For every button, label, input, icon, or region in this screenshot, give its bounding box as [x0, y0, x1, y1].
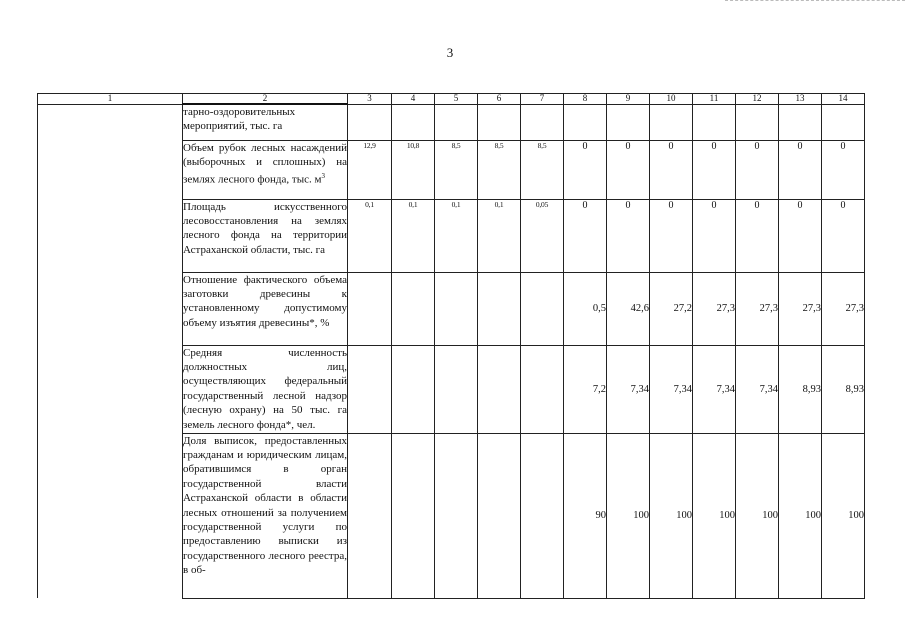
- value-cell: 0,1: [435, 199, 478, 272]
- value-cell: [521, 272, 564, 345]
- value-cell: 8,5: [478, 140, 521, 199]
- value-cell: [348, 104, 392, 140]
- value-cell: [392, 272, 435, 345]
- value-cell: [650, 104, 693, 140]
- value-cell: [348, 433, 392, 598]
- value-cell: 0: [779, 199, 822, 272]
- value-cell: 0: [822, 140, 865, 199]
- row-label: Доля выписок, предоставленных гражданам и юридическим лицам, обратившимся в орган государственной власти Астраханской области в области лесных отношений за получением государственной услуги по предоставлению выписки из государственного лесного реестра, в об-: [183, 433, 348, 598]
- header-cell: 10: [650, 94, 693, 105]
- value-cell: [392, 433, 435, 598]
- value-cell: 0: [650, 199, 693, 272]
- value-cell: 27,2: [650, 272, 693, 345]
- header-cell: 8: [564, 94, 607, 105]
- value-cell: 0,05: [521, 199, 564, 272]
- value-cell: 27,3: [822, 272, 865, 345]
- value-cell: [435, 433, 478, 598]
- value-cell: 90: [564, 433, 607, 598]
- header-cell: 7: [521, 94, 564, 105]
- value-cell: [348, 345, 392, 433]
- value-cell: 0: [693, 199, 736, 272]
- value-cell: 100: [779, 433, 822, 598]
- value-cell: 100: [736, 433, 779, 598]
- value-cell: 0: [736, 140, 779, 199]
- value-cell: [478, 272, 521, 345]
- value-cell: 0: [564, 140, 607, 199]
- value-cell: 100: [607, 433, 650, 598]
- row-label-text: Объем рубок лесных насаждений (выборочных и сплошных) на землях лесного фонда, тыс. м: [183, 141, 347, 186]
- value-cell: 0: [779, 140, 822, 199]
- header-cell: 14: [822, 94, 865, 105]
- value-cell: 0: [564, 199, 607, 272]
- value-cell: 0,1: [478, 199, 521, 272]
- value-cell: [435, 104, 478, 140]
- value-cell: [693, 104, 736, 140]
- value-cell: [521, 433, 564, 598]
- value-cell: 12,9: [348, 140, 392, 199]
- value-cell: [564, 104, 607, 140]
- value-cell: [736, 104, 779, 140]
- section-cell: [38, 104, 183, 598]
- value-cell: [822, 104, 865, 140]
- value-cell: [435, 272, 478, 345]
- table-row: [38, 104, 865, 140]
- header-cell: 4: [392, 94, 435, 105]
- value-cell: 7,34: [607, 345, 650, 433]
- value-cell: [521, 345, 564, 433]
- table-header-row: [38, 94, 865, 105]
- value-cell: 8,5: [521, 140, 564, 199]
- value-cell: 27,3: [693, 272, 736, 345]
- value-cell: 0,1: [348, 199, 392, 272]
- value-cell: 100: [650, 433, 693, 598]
- value-cell: [478, 104, 521, 140]
- row-label: Отношение фактического объема заготовки древесины к установленному допустимому объему изъятия древесины*, %: [183, 272, 348, 345]
- value-cell: [392, 104, 435, 140]
- header-cell: 1: [38, 94, 183, 105]
- row-label: тарно-оздоровительных мероприятий, тыс. га: [183, 104, 348, 140]
- value-cell: [435, 345, 478, 433]
- header-cell: 9: [607, 94, 650, 105]
- header-cell: 6: [478, 94, 521, 105]
- value-cell: 7,34: [693, 345, 736, 433]
- row-label: [183, 140, 348, 199]
- value-cell: 0: [822, 199, 865, 272]
- value-cell: 0: [650, 140, 693, 199]
- value-cell: 0: [736, 199, 779, 272]
- value-cell: [607, 104, 650, 140]
- header-cell: 13: [779, 94, 822, 105]
- value-cell: 8,5: [435, 140, 478, 199]
- value-cell: 7,2: [564, 345, 607, 433]
- value-cell: 42,6: [607, 272, 650, 345]
- indicator-table: [37, 93, 865, 599]
- value-cell: [478, 345, 521, 433]
- value-cell: 7,34: [650, 345, 693, 433]
- page-corner-mark: [725, 0, 905, 3]
- value-cell: [478, 433, 521, 598]
- value-cell: 8,93: [779, 345, 822, 433]
- superscript: 3: [321, 172, 325, 181]
- value-cell: 7,34: [736, 345, 779, 433]
- row-label: Площадь искусственного лесовосстановления на землях лесного фонда на территории Астраханской области, тыс. га: [183, 199, 348, 272]
- value-cell: [521, 104, 564, 140]
- header-cell: 11: [693, 94, 736, 105]
- value-cell: 27,3: [736, 272, 779, 345]
- value-cell: 100: [693, 433, 736, 598]
- value-cell: 10,8: [392, 140, 435, 199]
- value-cell: 0: [607, 140, 650, 199]
- value-cell: [779, 104, 822, 140]
- value-cell: 0,5: [564, 272, 607, 345]
- header-cell: 12: [736, 94, 779, 105]
- header-cell: 3: [348, 94, 392, 105]
- header-cell: 5: [435, 94, 478, 105]
- value-cell: 0: [607, 199, 650, 272]
- value-cell: 8,93: [822, 345, 865, 433]
- header-cell: 2: [183, 94, 348, 105]
- value-cell: 0: [693, 140, 736, 199]
- value-cell: 27,3: [779, 272, 822, 345]
- value-cell: 0,1: [392, 199, 435, 272]
- page-number: 3: [446, 45, 454, 60]
- value-cell: [348, 272, 392, 345]
- row-label: Средняя численность должностных лиц, осуществляющих федеральный государственный лесной надзор (лесную охрану) на 50 тыс. га земель лесного фонда*, чел.: [183, 345, 348, 433]
- value-cell: 100: [822, 433, 865, 598]
- value-cell: [392, 345, 435, 433]
